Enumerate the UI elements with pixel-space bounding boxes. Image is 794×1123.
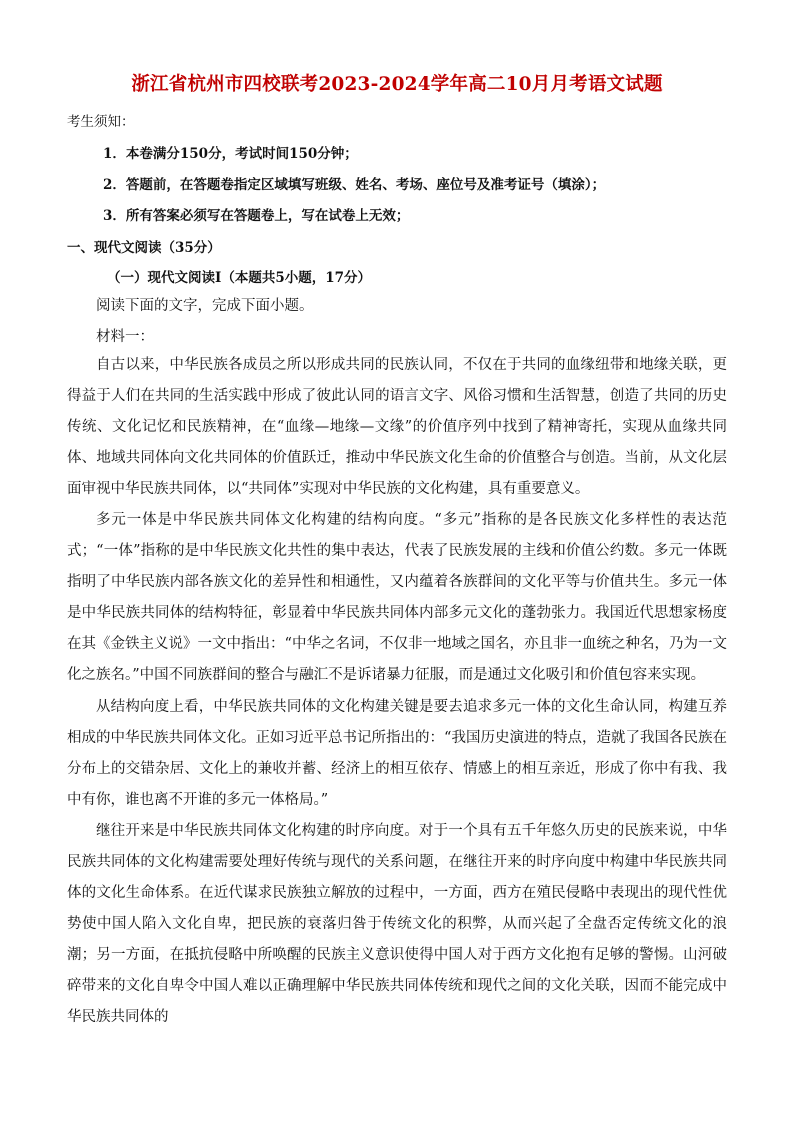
notice-heading: 考生须知： bbox=[67, 114, 135, 130]
subsection-heading: （一）现代文阅读Ⅰ（本题共5小题，17分） bbox=[107, 270, 371, 286]
section-heading: 一、现代文阅读（35分） bbox=[67, 240, 221, 256]
material-label: 材料一： bbox=[96, 329, 154, 345]
notice-item-2: 2．答题前，在答题卷指定区域填写班级、姓名、考场、座位号及准考证号（填涂）； bbox=[103, 177, 606, 193]
notice-item-1: 1．本卷满分150分，考试时间150分钟； bbox=[103, 146, 358, 162]
paragraph-4: 继往开来是中华民族共同体文化构建的时序向度。对于一个具有五千年悠久历史的民族来说，中华民族共同体的文化构建需要处理好传统与现代的关系问题，在继往开来的时序向度中构建中华民族共同体的文化生命体系。在近代谋求民族独立解放的过程中，一方面，西方在殖民侵略中表现出的现代性优势使中国人陷入文化自卑，把民族的衰落归咎于传统文化的积弊，从而兴起了全盘否定传统文化的浪潮；另一方面，在抵抗侵略中所唤醒的民族主义意识使得中国人对于西方文化抱有足够的警惕。山河破碎带来的文化自卑令中国人难以正确理解中华民族共同体传统和现代之间的文化关联，因而不能完成中华民族共同体的 bbox=[67, 823, 727, 1025]
paragraph-3: 从结构向度上看，中华民族共同体的文化构建关键是要去追求多元一体的文化生命认同，构建互养相成的中华民族共同体文化。正如习近平总书记所指出的：“我国历史演进的特点，造就了我国各民族在分布上的交错杂居、文化上的兼收并蓄、经济上的相互依存、情感上的相互亲近，形成了你中有我、我中有你，谁也离不开谁的多元一体格局。” bbox=[67, 699, 727, 808]
paragraph-1: 自古以来，中华民族各成员之所以形成共同的民族认同，不仅在于共同的血缘纽带和地缘关联，更得益于人们在共同的生活实践中形成了彼此认同的语言文字、风俗习惯和生活智慧，创造了共同的历史传统、文化记忆和民族精神，在“血缘—地缘—文缘”的价值序列中找到了精神寄托，实现从血缘共同体、地域共同体向文化共同体的价值跃迁，推动中华民族文化生命的价值整合与创造。当前，从文化层面审视中华民族共同体，以“共同体”实现对中华民族的文化构建，具有重要意义。 bbox=[67, 357, 727, 497]
page-title: 浙江省杭州市四校联考2023-2024学年高二10月月考语文试题 bbox=[131, 74, 663, 95]
paragraph-2: 多元一体是中华民族共同体文化构建的结构向度。“多元”指称的是各民族文化多样性的表达范式；“一体”指称的是中华民族文化共性的集中表达，代表了民族发展的主线和价值公约数。多元一体既指明了中华民族内部各族文化的差异性和相通性，又内蕴着各族群间的文化平等与价值共生。多元一体是中华民族共同体的结构特征，彰显着中华民族共同体内部多元文化的蓬勃张力。我国近代思想家杨度在其《金铁主义说》一文中指出：“中华之名词，不仅非一地域之国名，亦且非一血统之种名，乃为一文化之族名。”中国不同族群间的整合与融汇不是诉诸暴力征服，而是通过文化吸引和价值包容来实现。 bbox=[67, 512, 727, 683]
notice-item-3: 3．所有答案必须写在答题卷上，写在试卷上无效； bbox=[103, 208, 410, 224]
reading-instruction: 阅读下面的文字，完成下面小题。 bbox=[96, 298, 314, 314]
